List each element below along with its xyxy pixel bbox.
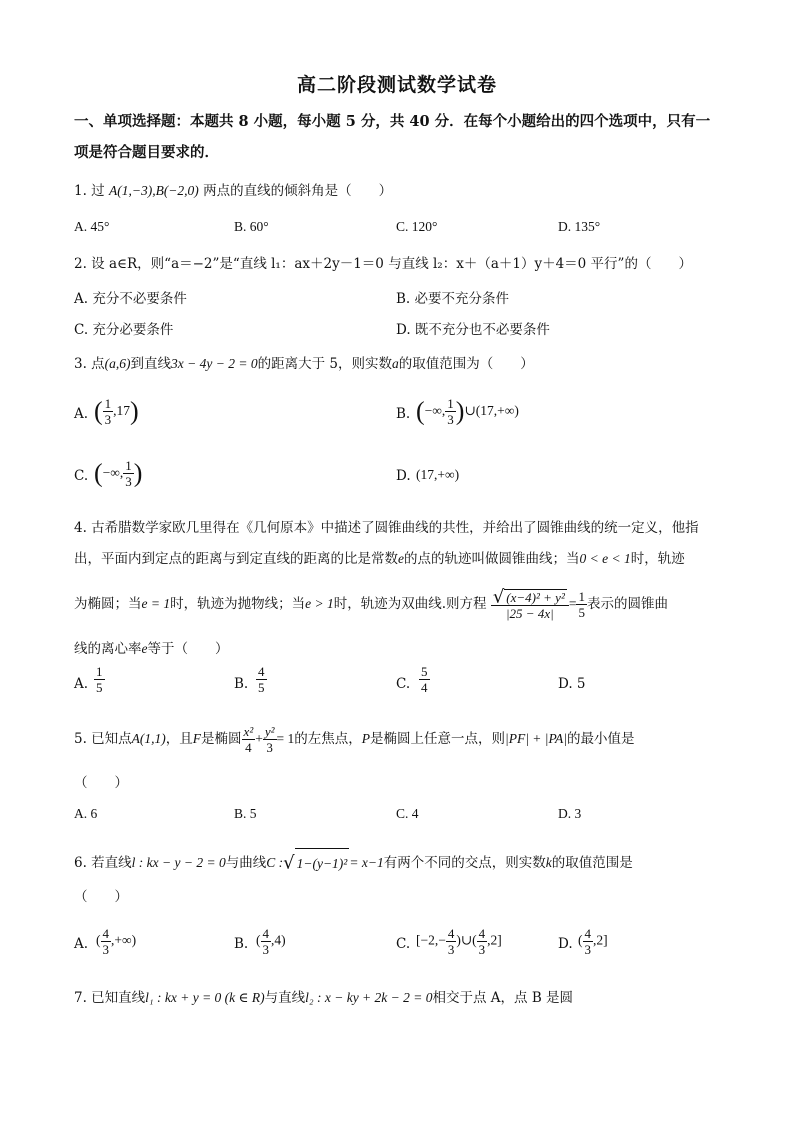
q1-option-c: C. 120°	[396, 219, 438, 234]
q3-a-denominator: 3	[104, 412, 112, 427]
q5-text-4: 的左焦点，	[294, 731, 362, 747]
q3-variable: a	[392, 356, 399, 371]
q3-c-prefix: −∞,	[102, 465, 124, 480]
q4-text-4b: 等于（ ）	[147, 641, 229, 657]
q6-c-den2: 3	[478, 942, 486, 957]
q5-y-num: y²	[264, 724, 275, 739]
q6-option-a-label: A.	[74, 936, 89, 952]
q6-a-den: 3	[102, 942, 109, 957]
q4-c-num: 5	[421, 664, 428, 679]
q6-c-den: 3	[447, 942, 455, 957]
q6-b-pre: (	[256, 932, 261, 948]
q7-text-1: 7. 已知直线	[74, 990, 146, 1006]
q7-text-2: 与直线	[264, 990, 306, 1006]
q6-radicand: 1−(y−1)²	[295, 848, 350, 879]
q6-option-a	[96, 926, 136, 957]
question-4-line-4	[74, 636, 724, 662]
q5-f: F	[192, 731, 202, 746]
question-2: 2. 设 a∈R，则“a＝−2”是“直线 l₁：ax＋2y－1＝0 与直线 l₂：x＋（a＋1）y＋4＝0 平行”的（ ）	[74, 256, 692, 272]
q2-option-a: A. 充分不必要条件	[74, 291, 187, 307]
q4-option-a	[94, 664, 105, 695]
q4-text-a: 出，平面内到定点的距离与到定直线的距离的比是常数	[74, 551, 398, 567]
q3-option-a-label: A.	[74, 406, 89, 422]
q3-text-1: 3. 点	[74, 356, 105, 372]
q4-c-den: 4	[421, 680, 428, 695]
q1-points: A(1,−3),B(−2,0)	[108, 183, 199, 198]
q6-c-pre: [−2,−	[416, 932, 446, 948]
question-5	[74, 722, 724, 756]
q5-expression: |PF| + |PA|	[505, 731, 567, 746]
q4-option-d: D. 5	[558, 676, 586, 692]
q5-text-1: 5. 已知点	[74, 731, 132, 747]
q3-b-prefix: −∞,	[424, 403, 446, 418]
q2-option-c: C. 充分必要条件	[74, 322, 174, 338]
q6-text-1: 6. 若直线	[74, 855, 132, 871]
q4-text-3c: 时，轨迹为抛物线；当	[170, 596, 306, 612]
question-4-line-3	[74, 587, 724, 621]
q7-line-1: l₁ : kx + y = 0 (k ∈ R)	[145, 990, 265, 1005]
question-4-line-2	[74, 546, 724, 572]
q4-b-den: 5	[258, 680, 265, 695]
q6-option-d-label: D.	[558, 936, 573, 952]
q5-text-5: 是椭圆上任意一点，则	[370, 731, 506, 747]
q4-option-c-label: C.	[396, 676, 411, 692]
q4-text-3f: 表示的圆锥曲	[586, 596, 668, 612]
q5-option-d: D. 3	[558, 806, 582, 821]
q3-text-3: 的距离大于 5，则实数	[257, 356, 393, 372]
q6-d-num: 4	[584, 926, 591, 941]
q4-ellipse-range: 0 < e < 1	[579, 551, 631, 566]
q5-plus: +	[255, 731, 263, 746]
q4-option-b	[256, 664, 267, 695]
q4-text-3a: 为椭圆；当	[74, 596, 142, 612]
exam-title: 高二阶段测试数学试卷	[296, 74, 497, 96]
q4-a-den: 5	[96, 680, 103, 695]
q6-option-d	[578, 926, 608, 957]
q6-c-num: 4	[447, 926, 455, 941]
q4-equation-fraction: $\frac{\text{√ (x−4)² + y²}}{|25 - 4x|}$	[491, 588, 569, 622]
q6-a-rest: ,+∞)	[111, 932, 137, 948]
q1-option-b: B. 60°	[234, 219, 269, 234]
q3-b-denominator: 3	[447, 412, 454, 427]
q4-eq-rhs-num: 1	[578, 589, 585, 604]
q5-answer-paren: （ ）	[74, 775, 128, 791]
q3-c-numerator: 1	[125, 458, 132, 473]
q6-k: k	[545, 855, 552, 870]
q4-b-num: 4	[258, 664, 265, 679]
q6-d-pre: (	[578, 932, 583, 948]
q3-option-d: (17,+∞)	[416, 467, 460, 482]
q3-option-b: (−∞, $\frac{1}{3}$ )∪(17,+∞)	[416, 396, 519, 427]
q1-option-a: A. 45°	[74, 219, 110, 234]
q4-text-d: 时，轨迹	[630, 551, 685, 567]
q3-text-4: 的取值范围为（ ）	[398, 356, 534, 372]
q4-text-3e: 时，轨迹为双曲线.则方程	[333, 596, 487, 612]
q2-option-b: B. 必要不充分条件	[396, 291, 510, 307]
q4-eq-rhs-den: 5	[578, 605, 585, 620]
q5-option-c: C. 4	[396, 806, 419, 821]
q4-a-num: 1	[96, 664, 103, 679]
q6-b-den: 3	[262, 942, 269, 957]
q4-eq-sign: =	[568, 596, 577, 611]
q6-b-rest: ,4)	[271, 932, 286, 948]
section-heading: 一、单项选择题：本题共 8 小题，每小题 5 分，共 40 分．在每个小题给出的四个选项中，只有一项是符合题目要求的．	[74, 113, 711, 161]
q6-option-c	[416, 926, 502, 957]
q5-text-2: ，且	[165, 731, 193, 747]
q1-number: 1. 过	[74, 183, 105, 199]
question-1	[74, 178, 724, 204]
q6-text-3: 有两个不同的交点，则实数	[383, 855, 546, 871]
q6-rhs: = x−1	[349, 855, 384, 870]
q3-option-c: (−∞, $\frac{1}{3}$ )	[94, 458, 143, 489]
q6-c-mid: )∪(	[456, 932, 477, 948]
q4-option-a-label: A.	[74, 676, 89, 692]
q3-option-c-label: C.	[74, 468, 89, 484]
question-6: 6. 若直线l : kx − y − 2 = 0与曲线C :√ 1−(y−1)² = x−1有两个不同的交点，则实数k的取值范围是	[74, 848, 724, 879]
q4-e-eq-1: e = 1	[141, 596, 171, 611]
q5-option-a: A. 6	[74, 806, 98, 821]
q4-text-4a: 线的离心率	[74, 641, 142, 657]
q6-line: l : kx − y − 2 = 0	[131, 855, 226, 870]
question-7	[74, 985, 724, 1011]
q5-p: P	[361, 731, 371, 746]
q6-option-c-label: C.	[396, 936, 411, 952]
q6-a-num: 4	[102, 926, 109, 941]
q3-line-equation: 3x − 4y − 2 = 0	[171, 356, 258, 371]
q4-eq-numerator: (x−4)² + y²	[506, 590, 565, 606]
q4-e-1: e	[398, 551, 404, 566]
q6-answer-paren: （ ）	[74, 889, 128, 905]
q6-curve-label: C :	[266, 855, 284, 870]
q4-option-b-label: B.	[234, 676, 249, 692]
q5-x-den: 4	[245, 740, 252, 755]
q6-option-b-label: B.	[234, 936, 249, 952]
q4-e-2: e	[141, 641, 148, 656]
q5-text-6: 的最小值是	[566, 731, 635, 747]
q3-text-2: 到直线	[130, 356, 172, 372]
q5-text-3: 是椭圆	[201, 731, 242, 747]
q1-option-d: D. 135°	[558, 219, 601, 234]
q3-point: (a,6)	[104, 356, 131, 371]
q5-point-a: A(1,1)	[131, 731, 166, 746]
q6-b-num: 4	[262, 926, 269, 941]
q3-b-numerator: 1	[447, 396, 454, 411]
question-3	[74, 351, 724, 377]
q3-c-denominator: 3	[125, 474, 132, 489]
q3-option-d-label: D.	[396, 468, 411, 484]
q3-a-rest: ,17	[113, 403, 131, 418]
q4-text-b: 的点的轨迹叫做圆锥曲线；当	[404, 551, 580, 567]
q6-c-rest: ,2]	[487, 932, 502, 948]
q5-y-den: 3	[266, 740, 273, 755]
q6-d-den: 3	[584, 942, 591, 957]
q6-d-rest: ,2]	[593, 932, 608, 948]
q6-text-4: 的取值范围是	[551, 855, 633, 871]
q6-c-num2: 4	[478, 926, 486, 941]
q3-a-numerator: 1	[104, 396, 112, 411]
q1-stem: 两点的直线的倾斜角是（ ）	[203, 183, 393, 199]
q3-option-b-label: B.	[396, 406, 411, 422]
q7-text-3: 相交于点 A，点 B 是圆	[432, 990, 574, 1006]
q6-option-b	[256, 926, 286, 957]
q5-eq: = 1	[276, 731, 295, 746]
q5-option-b: B. 5	[234, 806, 257, 821]
q5-x-num: x²	[243, 724, 254, 739]
q2-option-d: D. 既不充分也不必要条件	[396, 322, 550, 338]
q3-option-a: ( $\frac{1}{3}$ ,17)	[94, 396, 139, 427]
q6-text-2: 与曲线	[225, 855, 267, 871]
q4-e-gt-1: e > 1	[305, 596, 334, 611]
question-4-line-1: 4. 古希腊数学家欧几里得在《几何原本》中描述了圆锥曲线的共性，并给出了圆锥曲线的统一定义，他指	[74, 520, 699, 536]
q4-eq-denominator: |25 − 4x|	[505, 606, 554, 622]
q6-a-pre: (	[96, 932, 101, 948]
q7-line-2: l₂ : x − ky + 2k − 2 = 0	[305, 990, 433, 1005]
q3-b-rest: ∪(17,+∞)	[464, 403, 519, 418]
q4-option-c	[419, 664, 430, 695]
